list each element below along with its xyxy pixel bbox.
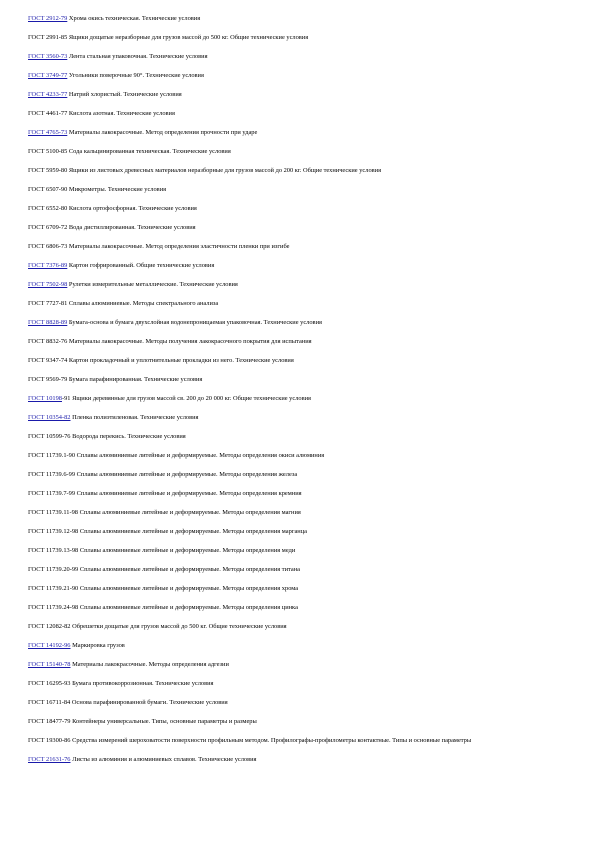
standard-code: ГОСТ 6507-90 bbox=[28, 186, 68, 193]
standard-title: Микрометры. Технические условия bbox=[68, 186, 167, 193]
standard-title: Сплавы алюминиевые литейные и деформируемые. Методы определения цинка bbox=[79, 604, 298, 611]
standard-title: Средства измерений шероховатости поверхности профильным методом. Профилографы-профилометры контактные. Типы и основные параметры bbox=[72, 737, 472, 744]
standard-title: Бумага парафинированная. Технические условия bbox=[68, 376, 203, 383]
standard-code-link[interactable]: ГОСТ 7376-89 bbox=[28, 262, 68, 269]
list-item bbox=[28, 585, 573, 593]
list-item bbox=[28, 756, 573, 764]
standard-title: Натрий хлористый. Технические условия bbox=[68, 91, 182, 98]
list-item bbox=[28, 680, 573, 688]
standard-code: ГОСТ 16711-84 bbox=[28, 699, 71, 706]
standard-code: ГОСТ 11739.7-99 bbox=[28, 490, 76, 497]
standard-title: Сплавы алюминиевые литейные и деформируемые. Методы определения магния bbox=[79, 509, 301, 516]
standard-code: ГОСТ 11739.21-90 bbox=[28, 585, 79, 592]
standard-title: Контейнеры универсальные. Типы, основные параметры и размеры bbox=[72, 718, 257, 725]
standard-title: Картон прокладочный и уплотнительные прокладки из него. Технические условия bbox=[68, 357, 294, 364]
standard-code: ГОСТ 6709-72 bbox=[28, 224, 68, 231]
standard-code: ГОСТ 11739.6-99 bbox=[28, 471, 76, 478]
list-item bbox=[28, 224, 573, 232]
standard-title: Водорода перекись. Технические условия bbox=[72, 433, 186, 440]
list-item bbox=[28, 72, 573, 80]
standard-title: Лента стальная упаковочная. Технические условия bbox=[68, 53, 208, 60]
standard-title: Кислота азотная. Технические условия bbox=[68, 110, 175, 117]
standard-title: Угольники поверочные 90°. Технические условия bbox=[68, 72, 204, 79]
standard-title: Обрешетки дощатые для грузов массой до 500 кг. Общие технические условия bbox=[72, 623, 287, 630]
standard-code: ГОСТ 7727-81 bbox=[28, 300, 68, 307]
standard-code-link[interactable]: ГОСТ 3560-73 bbox=[28, 53, 68, 60]
list-item bbox=[28, 91, 573, 99]
gost-reference-list bbox=[28, 15, 573, 775]
standard-title: Ящики дощатые неразборные для грузов массой до 500 кг. Общие технические условия bbox=[68, 34, 309, 41]
standard-code-link[interactable]: ГОСТ 8828-89 bbox=[28, 319, 68, 326]
standard-code: ГОСТ 11739.24-98 bbox=[28, 604, 79, 611]
standard-code: ГОСТ 11739.20-99 bbox=[28, 566, 79, 573]
list-item bbox=[28, 452, 573, 460]
standard-code: ГОСТ 19300-86 bbox=[28, 737, 71, 744]
standard-title: Сплавы алюминиевые литейные и деформируемые. Методы определения железа bbox=[76, 471, 298, 478]
standard-title: Сплавы алюминиевые. Методы спектрального анализа bbox=[68, 300, 219, 307]
standard-code-link[interactable]: ГОСТ 4233-77 bbox=[28, 91, 68, 98]
list-item bbox=[28, 661, 573, 669]
list-item bbox=[28, 699, 573, 707]
list-item bbox=[28, 547, 573, 555]
standard-title: Сплавы алюминиевые литейные и деформируемые. Методы определения титана bbox=[79, 566, 300, 573]
list-item bbox=[28, 433, 573, 441]
standard-code: ГОСТ 9569-79 bbox=[28, 376, 68, 383]
list-item bbox=[28, 205, 573, 213]
standard-code: ГОСТ 11739.1-90 bbox=[28, 452, 76, 459]
standard-title: Сплавы алюминиевые литейные и деформируемые. Методы определения хрома bbox=[79, 585, 299, 592]
standard-code: ГОСТ 6806-73 bbox=[28, 243, 68, 250]
list-item bbox=[28, 148, 573, 156]
standard-code: ГОСТ 9347-74 bbox=[28, 357, 68, 364]
list-item bbox=[28, 528, 573, 536]
list-item bbox=[28, 471, 573, 479]
standard-code-link[interactable]: ГОСТ 7502-98 bbox=[28, 281, 68, 288]
standard-title: Хрома окись техническая. Технические условия bbox=[68, 15, 201, 22]
standard-code-link[interactable]: ГОСТ 14192-96 bbox=[28, 642, 71, 649]
list-item bbox=[28, 414, 573, 422]
standard-title: Кислота ортофосфорная. Технические условия bbox=[68, 205, 197, 212]
standard-title: Вода дистиллированная. Технические условия bbox=[68, 224, 196, 231]
standard-title: Бумага противокоррозионная. Технические условия bbox=[72, 680, 214, 687]
standard-code: ГОСТ 11739.12-98 bbox=[28, 528, 79, 535]
list-item bbox=[28, 110, 573, 118]
standard-title: Листы из алюминия и алюминиевых сплавов. Технические условия bbox=[72, 756, 257, 763]
standard-title: Картон гофрированный. Общие технические условия bbox=[68, 262, 215, 269]
standard-title: Ящики из листовых древесных материалов неразборные для грузов массой до 200 кг. Общие технические условия bbox=[68, 167, 382, 174]
standard-title: -91 Ящики деревянные для грузов массой св. 200 до 20 000 кг. Общие технические условия bbox=[61, 395, 311, 402]
list-item bbox=[28, 509, 573, 517]
standard-code-link[interactable]: ГОСТ 2912-79 bbox=[28, 15, 68, 22]
standard-title: Пленка полиэтиленовая. Технические условия bbox=[72, 414, 199, 421]
list-item bbox=[28, 376, 573, 384]
standard-code: ГОСТ 12082-82 bbox=[28, 623, 71, 630]
list-item bbox=[28, 15, 573, 23]
standard-code: ГОСТ 11739.11-98 bbox=[28, 509, 79, 516]
standard-title: Сплавы алюминиевые литейные и деформируемые. Методы определения окиси алюминия bbox=[76, 452, 325, 459]
standard-title: Рулетки измерительные металлические. Технические условия bbox=[68, 281, 238, 288]
standard-title: Бумага-основа и бумага двухслойная водонепроницаемая упаковочная. Технические условия bbox=[68, 319, 322, 326]
list-item bbox=[28, 281, 573, 289]
list-item bbox=[28, 357, 573, 365]
standard-code: ГОСТ 8832-76 bbox=[28, 338, 68, 345]
standard-title: Сплавы алюминиевые литейные и деформируемые. Методы определения марганца bbox=[79, 528, 307, 535]
standard-title: Сплавы алюминиевые литейные и деформируемые. Методы определения кремния bbox=[76, 490, 302, 497]
list-item bbox=[28, 34, 573, 42]
standard-code: ГОСТ 5100-85 bbox=[28, 148, 68, 155]
list-item bbox=[28, 186, 573, 194]
standard-code-link[interactable]: ГОСТ 15140-78 bbox=[28, 661, 71, 668]
standard-title: Сплавы алюминиевые литейные и деформируемые. Методы определения меди bbox=[79, 547, 296, 554]
standard-code: ГОСТ 5959-80 bbox=[28, 167, 68, 174]
standard-code: ГОСТ 11739.13-98 bbox=[28, 547, 79, 554]
list-item bbox=[28, 167, 573, 175]
standard-code: ГОСТ 4461-77 bbox=[28, 110, 68, 117]
list-item bbox=[28, 129, 573, 137]
list-item bbox=[28, 395, 573, 403]
standard-code-link[interactable]: ГОСТ 10198 bbox=[28, 395, 62, 402]
list-item bbox=[28, 490, 573, 498]
list-item bbox=[28, 319, 573, 327]
standard-code: ГОСТ 18477-79 bbox=[28, 718, 71, 725]
standard-code: ГОСТ 16295-93 bbox=[28, 680, 71, 687]
standard-title: Материалы лакокрасочные. Методы определения адгезии bbox=[72, 661, 229, 668]
list-item bbox=[28, 623, 573, 631]
list-item bbox=[28, 262, 573, 270]
list-item bbox=[28, 718, 573, 726]
list-item bbox=[28, 338, 573, 346]
list-item bbox=[28, 604, 573, 612]
list-item bbox=[28, 243, 573, 251]
list-item bbox=[28, 737, 573, 745]
list-item bbox=[28, 642, 573, 650]
standard-title: Маркировка грузов bbox=[72, 642, 125, 649]
standard-code: ГОСТ 6552-80 bbox=[28, 205, 68, 212]
list-item bbox=[28, 53, 573, 61]
standard-code-link[interactable]: ГОСТ 3749-77 bbox=[28, 72, 68, 79]
standard-code: ГОСТ 10599-76 bbox=[28, 433, 71, 440]
standard-title: Материалы лакокрасочные. Метод определения эластичности пленки при изгибе bbox=[68, 243, 290, 250]
list-item bbox=[28, 300, 573, 308]
standard-code-link[interactable]: ГОСТ 21631-76 bbox=[28, 756, 71, 763]
standard-title: Материалы лакокрасочные. Метод определения прочности при ударе bbox=[68, 129, 258, 136]
standard-title: Материалы лакокрасочные. Методы получения лакокрасочного покрытия для испытания bbox=[68, 338, 312, 345]
standard-title: Сода кальцинированная техническая. Технические условия bbox=[68, 148, 231, 155]
standard-code-link[interactable]: ГОСТ 10354-82 bbox=[28, 414, 71, 421]
standard-code: ГОСТ 2991-85 bbox=[28, 34, 68, 41]
standard-title: Основа парафинированной бумаги. Технические условия bbox=[71, 699, 228, 706]
standard-code-link[interactable]: ГОСТ 4765-73 bbox=[28, 129, 68, 136]
list-item bbox=[28, 566, 573, 574]
